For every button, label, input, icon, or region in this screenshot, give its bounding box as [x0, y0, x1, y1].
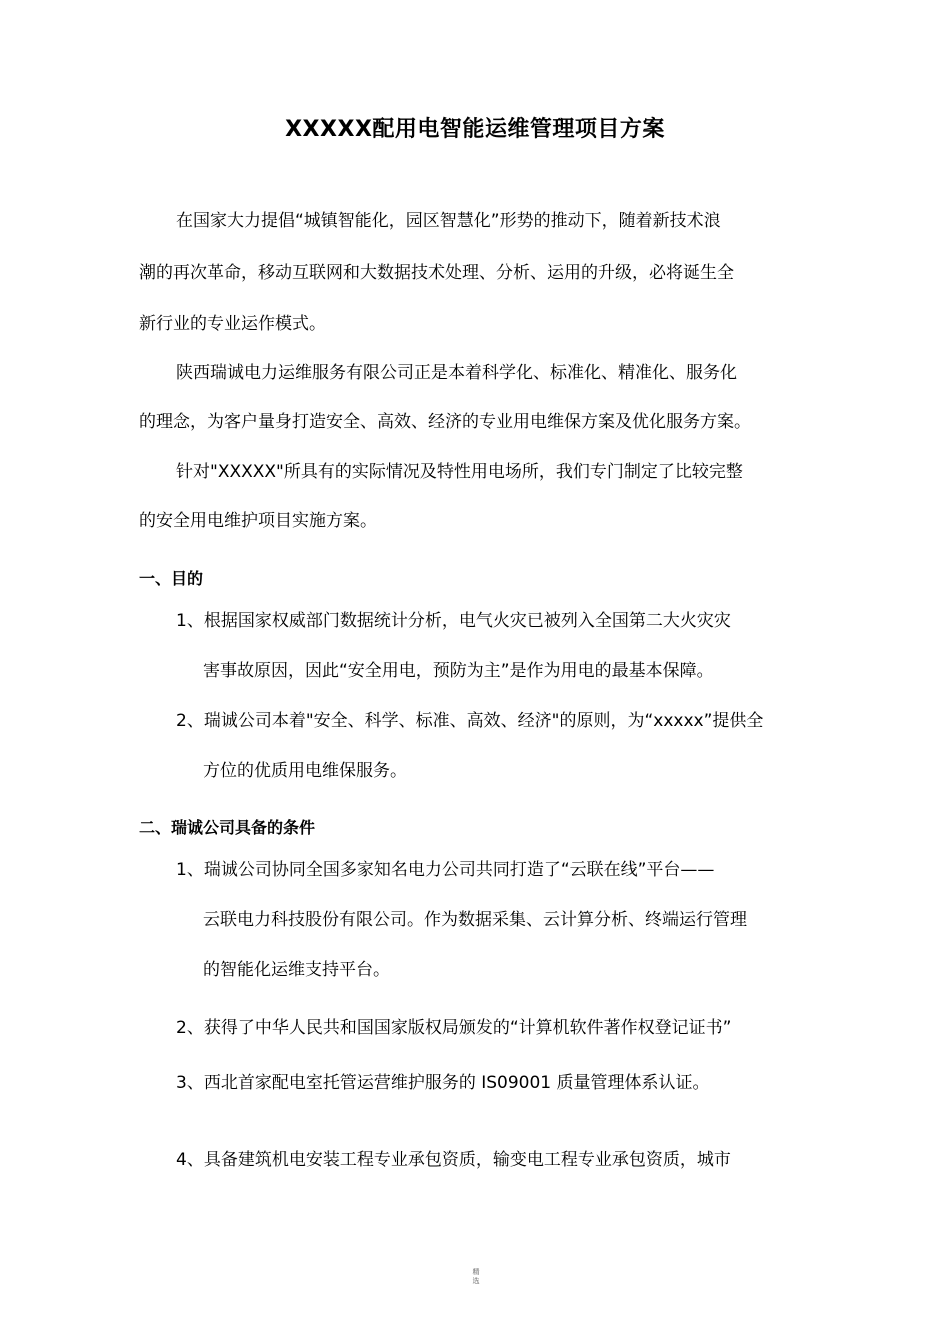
intro-p2-line2: 的理念，为客户量身打造安全、高效、经济的专业用电维保方案及优化服务方案。 — [139, 412, 751, 432]
footer-char-2: 选 — [472, 1277, 480, 1285]
conditions-item4-line1: 4、具备建筑机电安装工程专业承包资质，输变电工程专业承包资质，城市 — [176, 1150, 731, 1170]
intro-p2-line1: 陕西瑞诚电力运维服务有限公司正是本着科学化、标准化、精准化、服务化 — [176, 363, 737, 383]
conditions-item1-line2: 云联电力科技股份有限公司。作为数据采集、云计算分析、终端运行管理 — [203, 910, 747, 930]
purpose-item1-line2: 害事故原因，因此“安全用电，预防为主”是作为用电的最基本保障。 — [203, 661, 714, 681]
intro-p3-line1: 针对"XXXXX"所具有的实际情况及特性用电场所，我们专门制定了比较完整 — [176, 462, 743, 482]
footer-char-1: 精 — [472, 1268, 480, 1276]
conditions-item1-line3: 的智能化运维支持平台。 — [203, 960, 390, 980]
section-heading-conditions: 二、瑞诚公司具备的条件 — [139, 818, 316, 837]
document-title: XXXXX配用电智能运维管理项目方案 — [285, 117, 665, 142]
intro-p1-line1: 在国家大力提倡“城镇智能化，园区智慧化”形势的推动下，随着新技术浪 — [176, 211, 721, 231]
intro-p1-line3: 新行业的专业运作模式。 — [139, 314, 326, 334]
conditions-item3-line1: 3、西北首家配电室托管运营维护服务的 IS09001 质量管理体系认证。 — [176, 1073, 710, 1093]
conditions-item1-line1: 1、瑞诚公司协同全国多家知名电力公司共同打造了“云联在线”平台—— — [176, 860, 715, 880]
section-heading-purpose: 一、目的 — [139, 569, 204, 588]
page-footer-mark — [469, 1268, 483, 1286]
purpose-item1-line1: 1、根据国家权威部门数据统计分析，电气火灾已被列入全国第二大火灾灾 — [176, 611, 731, 631]
conditions-item2-line1: 2、获得了中华人民共和国国家版权局颁发的“计算机软件著作权登记证书” — [176, 1018, 732, 1038]
intro-p3-line2: 的安全用电维护项目实施方案。 — [139, 511, 377, 531]
purpose-item2-line2: 方位的优质用电维保服务。 — [203, 761, 407, 781]
intro-p1-line2: 潮的再次革命，移动互联网和大数据技术处理、分析、运用的升级，必将诞生全 — [139, 263, 734, 283]
purpose-item2-line1: 2、瑞诚公司本着"安全、科学、标准、高效、经济"的原则，为“xxxxx”提供全 — [176, 711, 764, 731]
